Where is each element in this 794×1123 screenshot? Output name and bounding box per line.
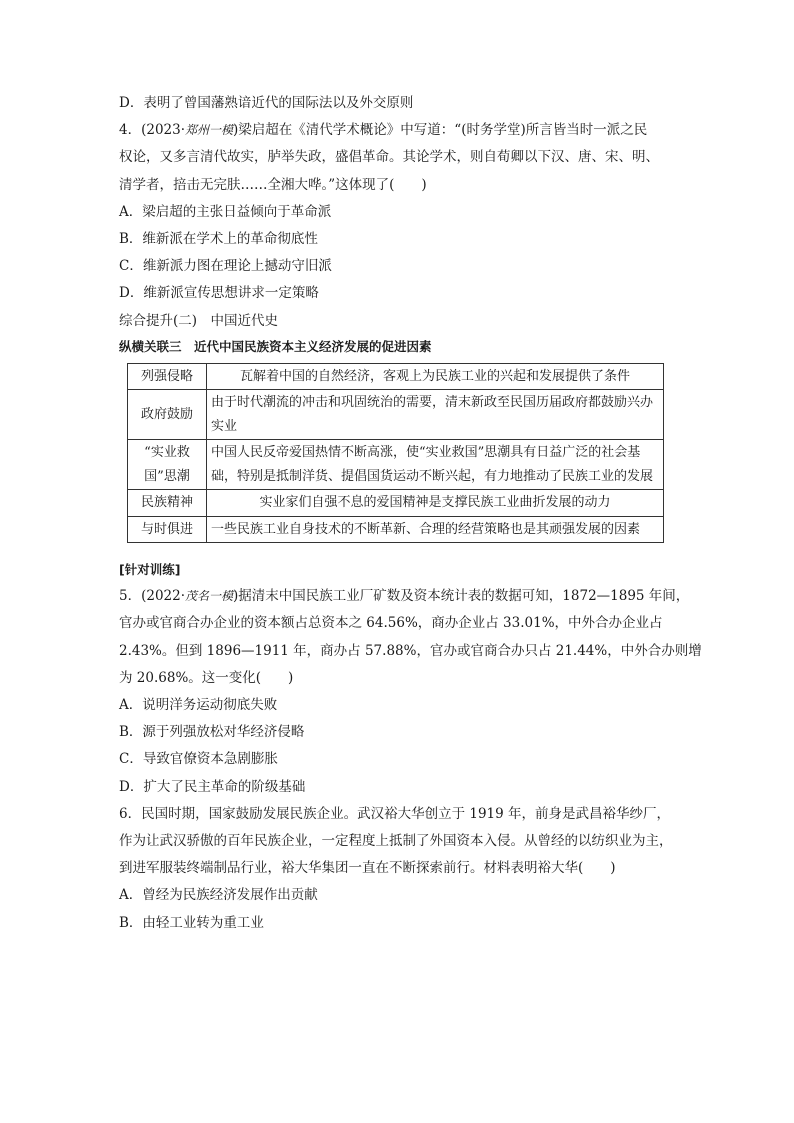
q5-line-3: 2.43%。但到 1896—1911 年，商办占 57.88%，官办或官商合办只占 21.44%，中外合办则增 [119,642,702,659]
q5-option-c: C．导致官僚资本急剧膨胀 [119,751,278,768]
question-6 [119,801,679,937]
q4-option-a: A．梁启超的主张日益倾向于革命派 [119,203,332,220]
table-row [128,440,664,490]
table-row [128,390,664,440]
table-row [128,363,664,390]
q5-option-b: B．源于列强放松对华经济侵略 [119,724,305,741]
q4-line-2: 权论，又多言清代故实，胪举失政，盛倡革命。其论学术，则自荀卿以下汉、唐、宋、明、 [119,149,659,166]
section-subtitle: 纵横关联三 近代中国民族资本主义经济发展的促进因素 [119,338,432,354]
q4-source: 郑州一模 [185,123,234,138]
q5-option-d: D．扩大了民主革命的阶级基础 [119,778,306,795]
factor-label: 与时俱进 [128,516,207,543]
q6-line-3: 到进军服装终端制品行业，裕大华集团一直在不断探索前行。材料表明裕大华( ) [119,860,616,877]
factor-text: 实业家们自强不息的爱国精神是支撑民族工业曲折发展的动力 [207,490,664,517]
q5-option-a: A．说明洋务运动彻底失败 [119,696,278,713]
factor-label: 列强侵略 [128,363,207,390]
factor-text: 瓦解着中国的自然经济，客观上为民族工业的兴起和发展提供了条件 [207,363,664,390]
question-5 [119,583,702,801]
factor-label: “实业救国”思潮 [128,440,207,490]
q5-line-4: 为 20.68%。这一变化( ) [119,669,294,686]
q4-text-1: )梁启超在《清代学术概论》中写道：“(时务学堂)所言皆当时一派之民 [233,122,648,139]
q6-option-b: B．由轻工业转为重工业 [119,914,264,931]
q5-line-2: 官办或官商合办企业的资本额占总资本之 64.56%，商办企业占 33.01%，中外合办企业占 [119,615,663,632]
q6-line-1: 6．民国时期，国家鼓励发展民族企业。武汉裕大华创立于 1919 年，前身是武昌裕华纱厂， [119,805,671,822]
q5-source: 茂名一模 [185,589,234,604]
factor-label: 政府鼓励 [128,390,207,440]
training-title: [针对训练] [119,562,181,578]
q5-line-1 [119,583,690,610]
table-row [128,490,664,517]
document-page [119,90,702,937]
question-4 [119,117,679,307]
factor-text: 由于时代潮流的冲击和巩固统治的需要，清末新政至民国历届政府都鼓励兴办实业 [207,390,664,440]
q4-line-3: 清学者，掊击无完肤……全湘大哗。”这体现了( ) [119,176,427,193]
q5-lead: 5．(2022· [119,588,186,605]
q4-line-1 [119,117,679,144]
q6-line-2: 作为让武汉骄傲的百年民族企业，一定程度上抵制了外国资本入侵。从曾经的以纺织业为主， [119,832,673,849]
q4-option-d: D．维新派宣传思想讲求一定策略 [119,285,319,302]
factors-table [127,363,664,544]
q4-lead: 4．(2023· [119,122,186,139]
q6-option-a: A．曾经为民族经济发展作出贡献 [119,887,318,904]
factor-text: 中国人民反帝爱国热情不断高涨，使“实业救国”思潮具有日益广泛的社会基础，特别是抵制洋货、提倡国货运动不断兴起，有力地推动了民族工业的发展 [207,440,664,490]
q4-option-b: B．维新派在学术上的革命彻底性 [119,231,318,248]
q4-option-c: C．维新派力图在理论上撼动守旧派 [119,258,332,275]
section-title: 综合提升(二) 中国近代史 [119,312,279,329]
factor-text: 一些民族工业自身技术的不断革新、合理的经营策略也是其顽强发展的因素 [207,516,664,543]
prev-option-d: D．表明了曾国藩熟谙近代的国际法以及外交原则 [119,95,414,111]
table-row [128,516,664,543]
q5-text-1: )据清末中国民族工业厂矿数及资本统计表的数据可知，1872—1895 年间， [233,588,690,605]
factor-label: 民族精神 [128,490,207,517]
